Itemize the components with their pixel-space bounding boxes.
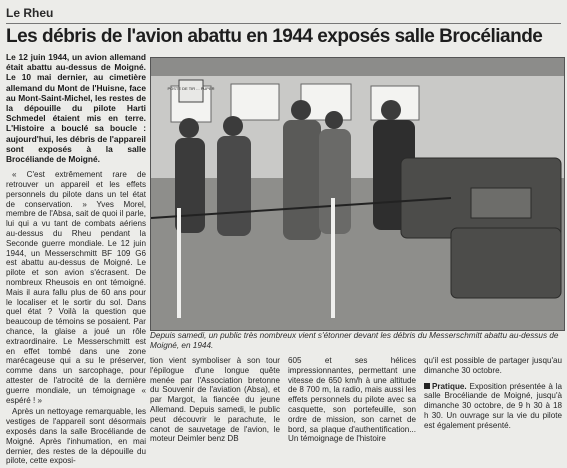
bottom-column-3	[424, 356, 562, 431]
body-paragraph: « C'est extrêmement rare de retrouver un appareil et les effets personnels du pilote dans un tel état de conservation. » Yves Morel, membre de l'Absa, sait de quoi il parle, lui qui a vu tant de combats aériens au-dessus du Rheu pendant la Seconde guerre mondiale. Le 12 juin 1944, un Messerschmitt BF 109 G6 est abattu au-dessus de Moigné. Le pilote et son avion s'écrasent. De nombreux Rheusois en ont témoigné. Mais il aura fallu plus de 60 ans pour le localiser et le sortir du sol. Dans quel état ? Voilà la question que beaucoup de témoins se posaient. Par chance, la glaise a joué un rôle extraordinaire. Le Messerschmitt est en effet tombé dans une zone marécageuse qui a su le préserver, comme dans un sarcophage, pour attester de l'atrocité de la dernière guerre mondiale, un témoignage « espéré ! »	[6, 170, 146, 405]
article-lede	[6, 52, 146, 164]
section-divider	[6, 23, 561, 24]
pratique-box	[424, 382, 562, 431]
exhibition-photo-illustration	[151, 58, 564, 330]
bullet-square-icon	[424, 383, 430, 389]
pratique-heading: Pratique.	[432, 381, 467, 391]
left-body	[6, 170, 146, 466]
body-paragraph: tion vient symboliser à son tour l'épilogue d'une longue quête menée par l'Association bretonne du Souvenir de l'aviation (Absa), et par Margot, la fiancée du jeune Allemand. Depuis samedi, le public peut découvrir le parachute, le canot de sauvetage de l'avion, le moteur Deimler benz DB	[150, 356, 280, 444]
photo-caption: Depuis samedi, un public très nombreux vient s'étonner devant les débris du Messerschmitt abattu au-dessus de Moigné, en 1944.	[150, 331, 559, 350]
bottom-column-2	[288, 356, 416, 444]
lede-text: Le 12 juin 1944, un avion allemand était abattu au-dessus de Moigné. Le 10 mai dernier, au cimetière allemand du Mont de l'Huisne, face au Mont-Saint-Michel, les restes de la dépouille du pilote Harti Schmedel étaient mis en terre. L'Histoire a bouclé sa boucle : aujourd'hui, les débris de l'appareil sont exposés à la salle Brocéliande de Moigné.	[6, 52, 146, 165]
wall-sign-text: POSTE DE TIR ... PUPER	[167, 86, 215, 91]
article-headline: Les débris de l'avion abattu en 1944 exposés salle Brocéliande	[6, 26, 543, 47]
section-title: Le Rheu	[6, 6, 54, 20]
exhibition-photo	[150, 57, 565, 331]
pratique-text: Exposition présentée à la salle Brocéliande de Moigné, jusqu'à dimanche 30 octobre, de 9 h 30 à 18 h 30. Un ouvrage sur la vie du pilote est également présenté.	[424, 381, 563, 430]
body-paragraph: Après un nettoyage remarquable, les vestiges de l'appareil sont désormais exposés dans la salle Brocéliande de Moigné. Après l'inhumation, en mai dernier, des restes de la dépouille du pilote, cette exposi-	[6, 407, 146, 466]
body-paragraph: qu'il est possible de partager jusqu'au dimanche 30 octobre.	[424, 356, 562, 375]
bottom-column-1	[150, 356, 280, 444]
left-column	[6, 52, 146, 468]
body-paragraph: 605 et ses hélices impressionnantes, permettant une vitesse de 650 km/h à une altitude de 8 700 m, la radio, mais aussi les effets personnels du pilote avec sa casquette, son portefeuille, son ordre de mission, son carnet de bord, sa plaque d'authentification... Un témoignage de l'histoire	[288, 356, 416, 444]
